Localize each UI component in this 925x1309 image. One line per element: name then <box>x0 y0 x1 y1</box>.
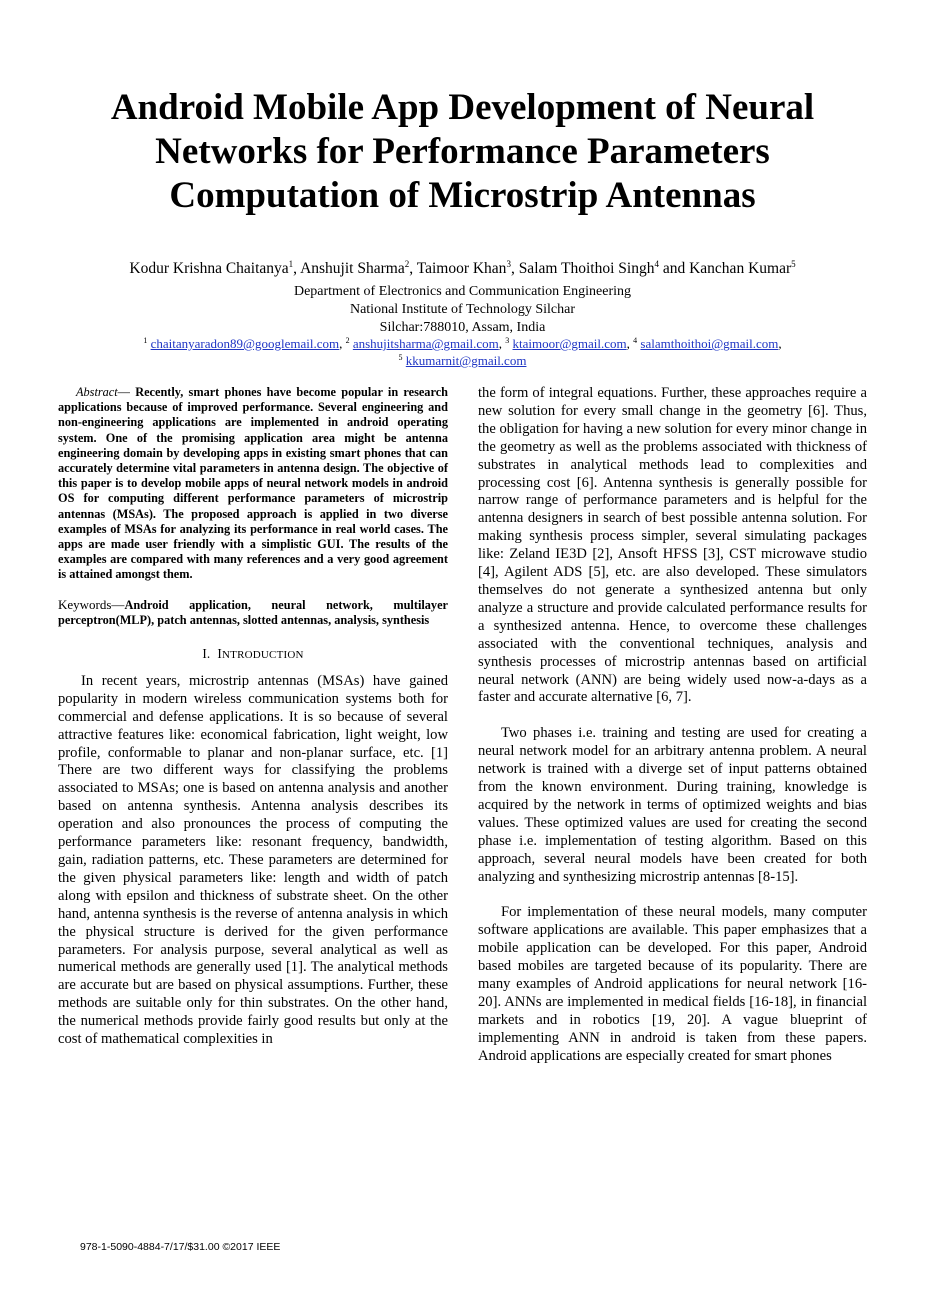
author-separator: , <box>409 260 417 277</box>
author-name: Salam Thoithoi Singh <box>518 260 655 277</box>
title-line: Computation of Microstrip Antennas <box>169 175 756 216</box>
author-name: Kodur Krishna Chaitanya <box>129 260 289 277</box>
left-column <box>58 385 448 1049</box>
author-separator: , <box>510 260 519 277</box>
section-number: I. <box>202 646 211 662</box>
email-list <box>40 335 885 369</box>
affiliation-department: Department of Electronics and Communication Engineering <box>293 284 632 299</box>
author-affil-mark: 2 <box>404 259 410 269</box>
email-link[interactable]: anshujitsharma@gmail.com <box>352 336 499 351</box>
section-heading <box>58 645 448 665</box>
right-column <box>478 385 867 1066</box>
abstract-dash: — <box>117 385 136 399</box>
section-title-rest: NTRODUCTION <box>222 649 304 662</box>
email-mark: 1 <box>143 336 148 345</box>
author-name: Taimoor Khan <box>416 260 507 277</box>
title-line: Networks for Performance Parameters <box>155 131 770 172</box>
keywords-label: Keywords— <box>58 596 125 612</box>
intro-paragraph: In recent years, microstrip antennas (MSAs) have gained popularity in modern wireless communication systems both for commercial and defense applications. It is so because of several attractive features like: economical fabrication, light weight, low profile, conformable to planar and non-planar surface, etc. [1] There are two different ways for classifying the problems associated to MSAs; one is based on antenna analysis and another based on antenna synthesis. Antenna analysis describes its operation and also pronounces the process of computing the performance parameters like: resonant frequency, bandwidth, gain, radiation patterns, etc. These parameters are determined for the given physical parameters like: length and width of patch along with epsilon and thickness of substrate sheet. On the other hand, antenna synthesis is the reverse of antenna analysis in which the physical structure is derived for the given performance parameters. For analysis purpose, several analytical as well as numerical methods are generally used [1]. The analytical methods are accurate but are based on physical assumptions. Further, these methods are suitable only for thin substrates. On the other hand, the numerical methods provide fairly good results but only at the cost of mathematical complexities in <box>58 672 448 1048</box>
paper-title <box>60 86 865 218</box>
body-paragraph: the form of integral equations. Further, these approaches require a new solution for every small change in the geometry [6]. Thus, the obligation for having a new solution for every minor change in the geometry as well as the problems associated with thickness of substrates in analytical methods lead to complexities and processing cost [6]. Antenna synthesis is generally possible for narrow range of performance parameters and is helpful for the antenna designers in search of best possible antenna solution. For making synthesis process simpler, several simulating packages like: Zeland IE3D [2], Ansoft HFSS [3], CST microwave studio [4], Agilent ADS [5], etc. are also developed. These simulators themselves do not generate a synthesized antenna but only analyze a structure and provide calculated performance results for a synthesized antenna. Hence, to overcome these challenges associated with the conventional techniques, analysis and synthesis processes of microstrip antennas based on artificial neural network (ANN) are being widely used now-a-days as a faster and accurate alternative [6, 7]. <box>478 385 867 706</box>
keywords <box>58 597 448 628</box>
email-mark: 3 <box>505 336 510 345</box>
author-list <box>40 259 885 279</box>
email-link[interactable]: chaitanyaradon89@googlemail.com <box>150 336 340 351</box>
keywords-text: Android application, neural network, multilayer perceptron(MLP), patch antennas, slotted antennas, analysis, synthesis <box>58 597 448 627</box>
author-separator: and <box>658 260 690 277</box>
author-name: Kanchan Kumar <box>689 260 792 277</box>
body-paragraph: Two phases i.e. training and testing are used for creating a neural network model for an arbitrary antenna problem. A neural network is trained with a diverge set of input patterns obtained from the known environment. During training, knowledge is acquired by the network in terms of optimized weights and bias values. These optimized values are used for creating the second phase i.e. implementation of testing algorithm. Based on this approach, several neural models have been created for both analyzing and synthesizing microstrip antennas [8-15]. <box>478 725 867 885</box>
body-paragraph: For implementation of these neural models, many computer software applications are available. This paper emphasizes that a mobile application can be developed. For this paper, Android based mobiles are targeted because of its popularity. There are many examples of Android applications for neural network [16-20]. ANNs are implemented in medical fields [16-18], in financial markets and in robotics [19, 20]. A vague blueprint of implementing ANN in android is taken from these papers. Android applications are especially created for smart phones <box>478 904 867 1064</box>
author-separator: , <box>293 260 301 277</box>
abstract-text: Recently, smart phones have become popular in research applications because of improved performance. Several engineering and non-engineering applications are implemented in android operating system. One of the promising application area might be antenna engineering domain by developing apps in existing smart phones that can accurately determine vital parameters in antenna design. The objective of this paper is to develop mobile apps of neural network models in android OS for computing different performance parameters of microstrip antennas (MSAs). The proposed approach is applied in two diverse examples of MSAs for analyzing its performance in real world cases. The apps are made user friendly with a simplistic GUI. The results of the examples are compared with many references and a very good agreement is attained amongst them. <box>58 385 448 582</box>
affiliation-address: Silchar:788010, Assam, India <box>379 320 546 335</box>
author-affil-mark: 3 <box>506 259 511 269</box>
author-affil-mark: 5 <box>791 259 796 269</box>
email-mark: 2 <box>345 336 350 345</box>
affiliation-institute: National Institute of Technology Silchar <box>349 302 576 317</box>
email-link[interactable]: salamthoithoi@gmail.com <box>640 336 779 351</box>
email-line <box>40 352 885 369</box>
abstract-label: Abstract <box>76 385 118 399</box>
abstract <box>58 385 448 583</box>
author-affil-mark: 4 <box>654 259 659 269</box>
email-link[interactable]: ktaimoor@gmail.com <box>512 336 627 351</box>
email-mark: 4 <box>633 336 638 345</box>
author-affil-mark: 1 <box>288 259 294 269</box>
email-line: $^1$ chaitanyaradon89@googlemail.com, $^2$ anshujitsharma@gmail.com, $^3$ ktaimoor@gmail.com, $^4$ salamthoithoi@gmail.com, <box>143 336 782 351</box>
email-mark: 5 <box>398 353 403 362</box>
copyright-footer: 978-1-5090-4884-7/17/$31.00 ©2017 IEEE <box>80 1241 281 1253</box>
section-title-initial: I <box>217 646 223 662</box>
email-link[interactable]: kkumarnit@gmail.com <box>405 353 527 368</box>
author-name: Anshujit Sharma <box>300 260 405 277</box>
title-line: Android Mobile App Development of Neural <box>110 87 815 128</box>
